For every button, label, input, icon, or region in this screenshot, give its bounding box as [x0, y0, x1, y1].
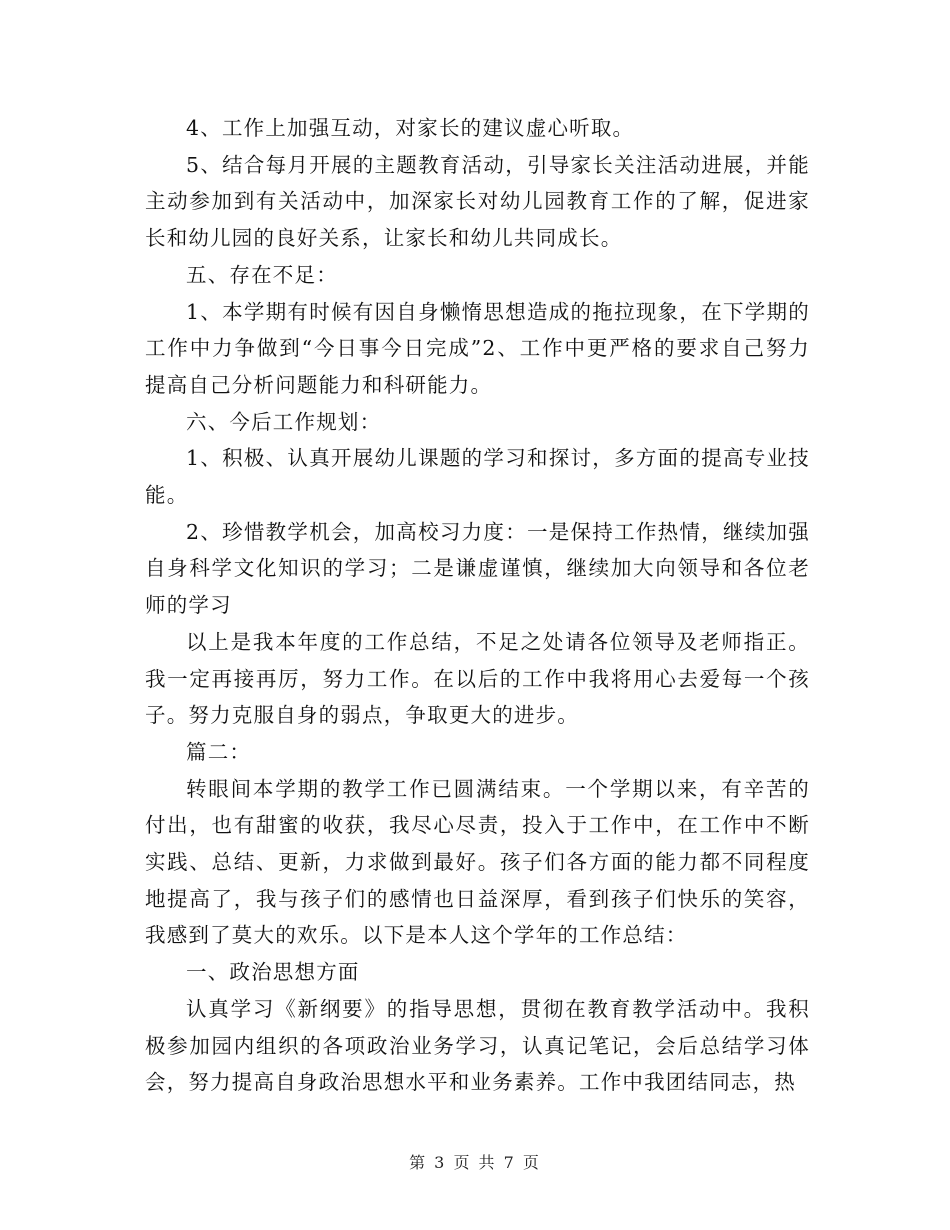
page-number-footer: 第 3 页 共 7 页	[409, 1153, 541, 1172]
paragraph-part-two-intro: 转眼间本学期的教学工作已圆满结束。一个学期以来，有辛苦的付出，也有甜蜜的收获，我尽心尽责，投入于工作中，在工作中不断实践、总结、更新，力求做到最好。孩子们各方面的能力都不同程度地提高了，我与孩子们的感情也日益深厚，看到孩子们快乐的笑容，我感到了莫大的欢乐。以下是本人这个学年的工作总结：	[145, 776, 810, 948]
paragraph-plan-2: 2、珍惜教学机会，加高校习力度：一是保持工作热情，继续加强自身科学文化知识的学习；二是谦虚谨慎，继续加大向领导和各位老师的学习	[145, 519, 810, 618]
paragraph-plan-1: 1、积极、认真开展幼儿课题的学习和探讨，多方面的提高专业技能。	[145, 446, 810, 508]
paragraph-conclusion: 以上是我本年度的工作总结，不足之处请各位领导及老师指正。我一定再接再厉，努力工作。在以后的工作中我将用心去爱每一个孩子。努力克服自身的弱点，争取更大的进步。	[145, 629, 810, 728]
document-body	[145, 110, 810, 1101]
section-heading-part-two: 篇二：	[186, 739, 252, 764]
paragraph-political: 认真学习《新纲要》的指导思想，贯彻在教育教学活动中。我积极参加园内组织的各项政治业务学习，认真记笔记，会后总结学习体会，努力提高自身政治思想水平和业务素养。工作中我团结同志，热	[145, 996, 810, 1095]
section-heading-political: 一、政治思想方面	[186, 960, 360, 985]
section-heading-shortcomings: 五、存在不足：	[186, 262, 338, 287]
paragraph-5: 5、结合每月开展的主题教育活动，引导家长关注活动进展，并能主动参加到有关活动中，加深家长对幼儿园教育工作的了解，促进家长和幼儿园的良好关系，让家长和幼儿共同成长。	[145, 152, 810, 251]
section-heading-future-plan: 六、今后工作规划：	[186, 409, 382, 434]
paragraph-shortcomings-1: 1、本学期有时候有因自身懒惰思想造成的拖拉现象，在下学期的工作中力争做到“今日事今日完成”2、工作中更严格的要求自己努力提高自己分析问题能力和科研能力。	[145, 299, 810, 397]
paragraph-4: 4、工作上加强互动，对家长的建议虚心听取。	[186, 116, 635, 140]
